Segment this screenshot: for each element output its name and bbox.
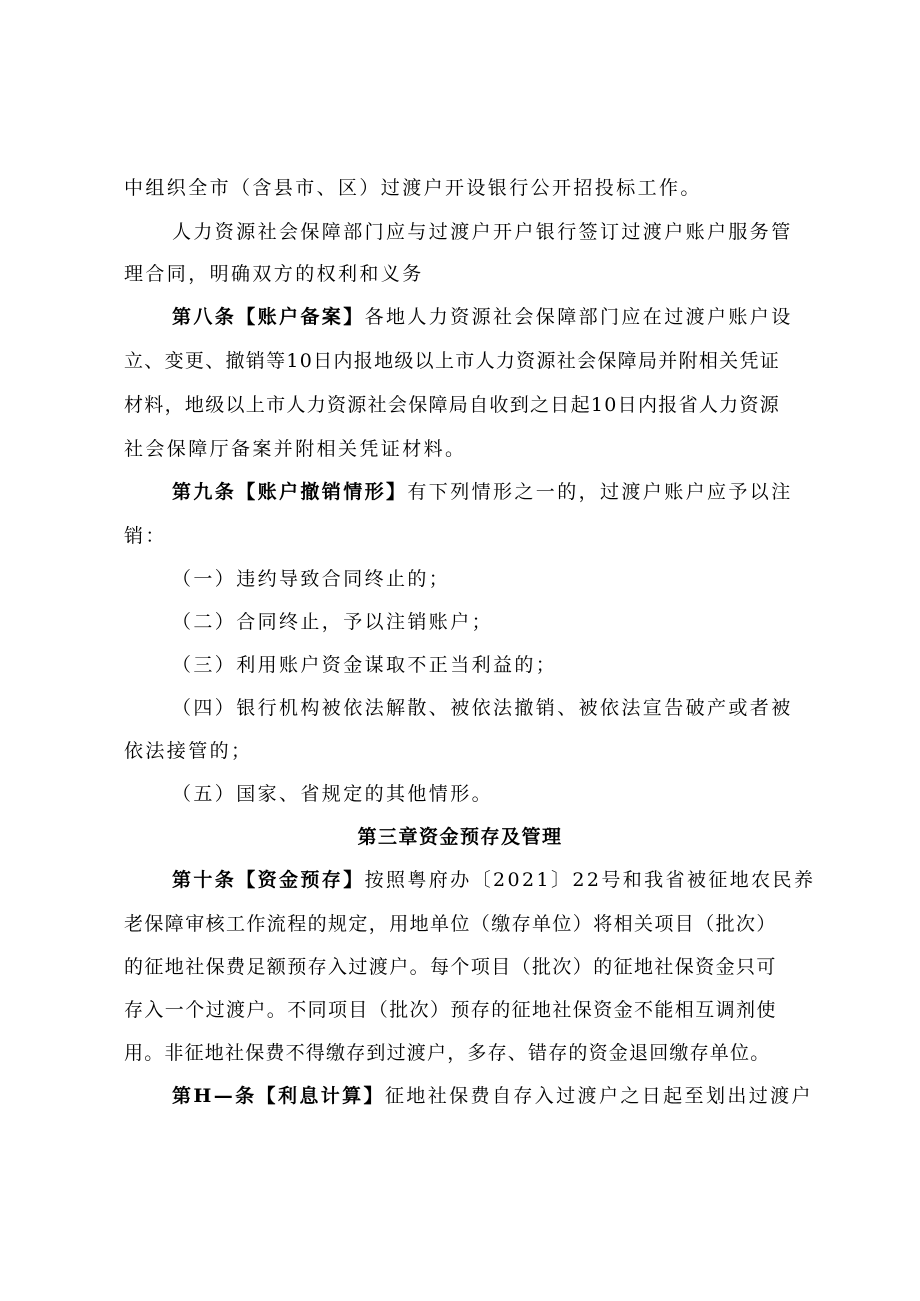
paragraph-line: 老保障审核工作流程的规定，用地单位（缴存单位）将相关项目（批次） [124, 913, 777, 935]
paragraph-line: 用。非征地社保费不得缴存到过渡户，多存、错存的资金退回缴存单位。 [124, 1042, 771, 1064]
article-11-first-line [172, 1083, 813, 1109]
article-8-first-line [172, 304, 793, 330]
paragraph-line: 立、变更、撤销等10日内报地级以上市人力资源社会保障局并附相关凭证 [124, 350, 781, 372]
article-10-first-line [172, 867, 815, 893]
paragraph-line: 存入一个过渡户。不同项目（批次）预存的征地社保资金不能相互调剂使 [124, 999, 777, 1021]
article-9-text: 有下列情形之一的，过渡户账户应予以注 [407, 481, 793, 503]
paragraph-line: 理合同，明确双方的权利和义务 [124, 263, 424, 285]
list-item: （三）利用账户资金谋取不正当利益的； [172, 654, 558, 676]
paragraph-line: 材料，地级以上市人力资源社会保障局自收到之日起10日内报省人力资源 [124, 394, 781, 416]
article-9-first-line [172, 479, 793, 505]
list-item-continuation: 依法接管的； [124, 740, 253, 762]
list-item: （四）银行机构被依法解散、被依法撤销、被依法宣告破产或者被 [172, 697, 793, 719]
article-10-heading: 第十条【资金预存】 [172, 869, 365, 891]
article-9-heading: 第九条【账户撤销情形】 [172, 481, 408, 503]
list-item: （五）国家、省规定的其他情形。 [172, 783, 494, 805]
article-10-text: 按照粤府办〔2021〕22号和我省被征地农民养 [364, 869, 816, 891]
paragraph-line: 销： [124, 525, 167, 547]
article-8-text: 各地人力资源社会保障部门应在过渡户账户设 [364, 306, 793, 328]
paragraph-line: 社会保障厅备案并附相关凭证材料。 [124, 438, 467, 460]
list-item: （二）合同终止，予以注销账户； [172, 611, 494, 633]
chapter-title: 第三章资金预存及管理 [357, 826, 563, 848]
article-11-heading: 第H—条【利息计算】 [172, 1085, 385, 1107]
paragraph-line: 的征地社保费足额预存入过渡户。每个项目（批次）的征地社保资金只可 [124, 956, 777, 978]
paragraph-line: 人力资源社会保障部门应与过渡户开户银行签订过渡户账户服务管 [172, 221, 793, 243]
article-8-heading: 第八条【账户备案】 [172, 306, 365, 328]
paragraph-line: 中组织全市（含县市、区）过渡户开设银行公开招投标工作。 [124, 177, 702, 199]
article-11-text: 征地社保费自存入过渡户之日起至划出过渡户 [384, 1085, 813, 1107]
list-item: （一）违约导致合同终止的； [172, 568, 451, 590]
